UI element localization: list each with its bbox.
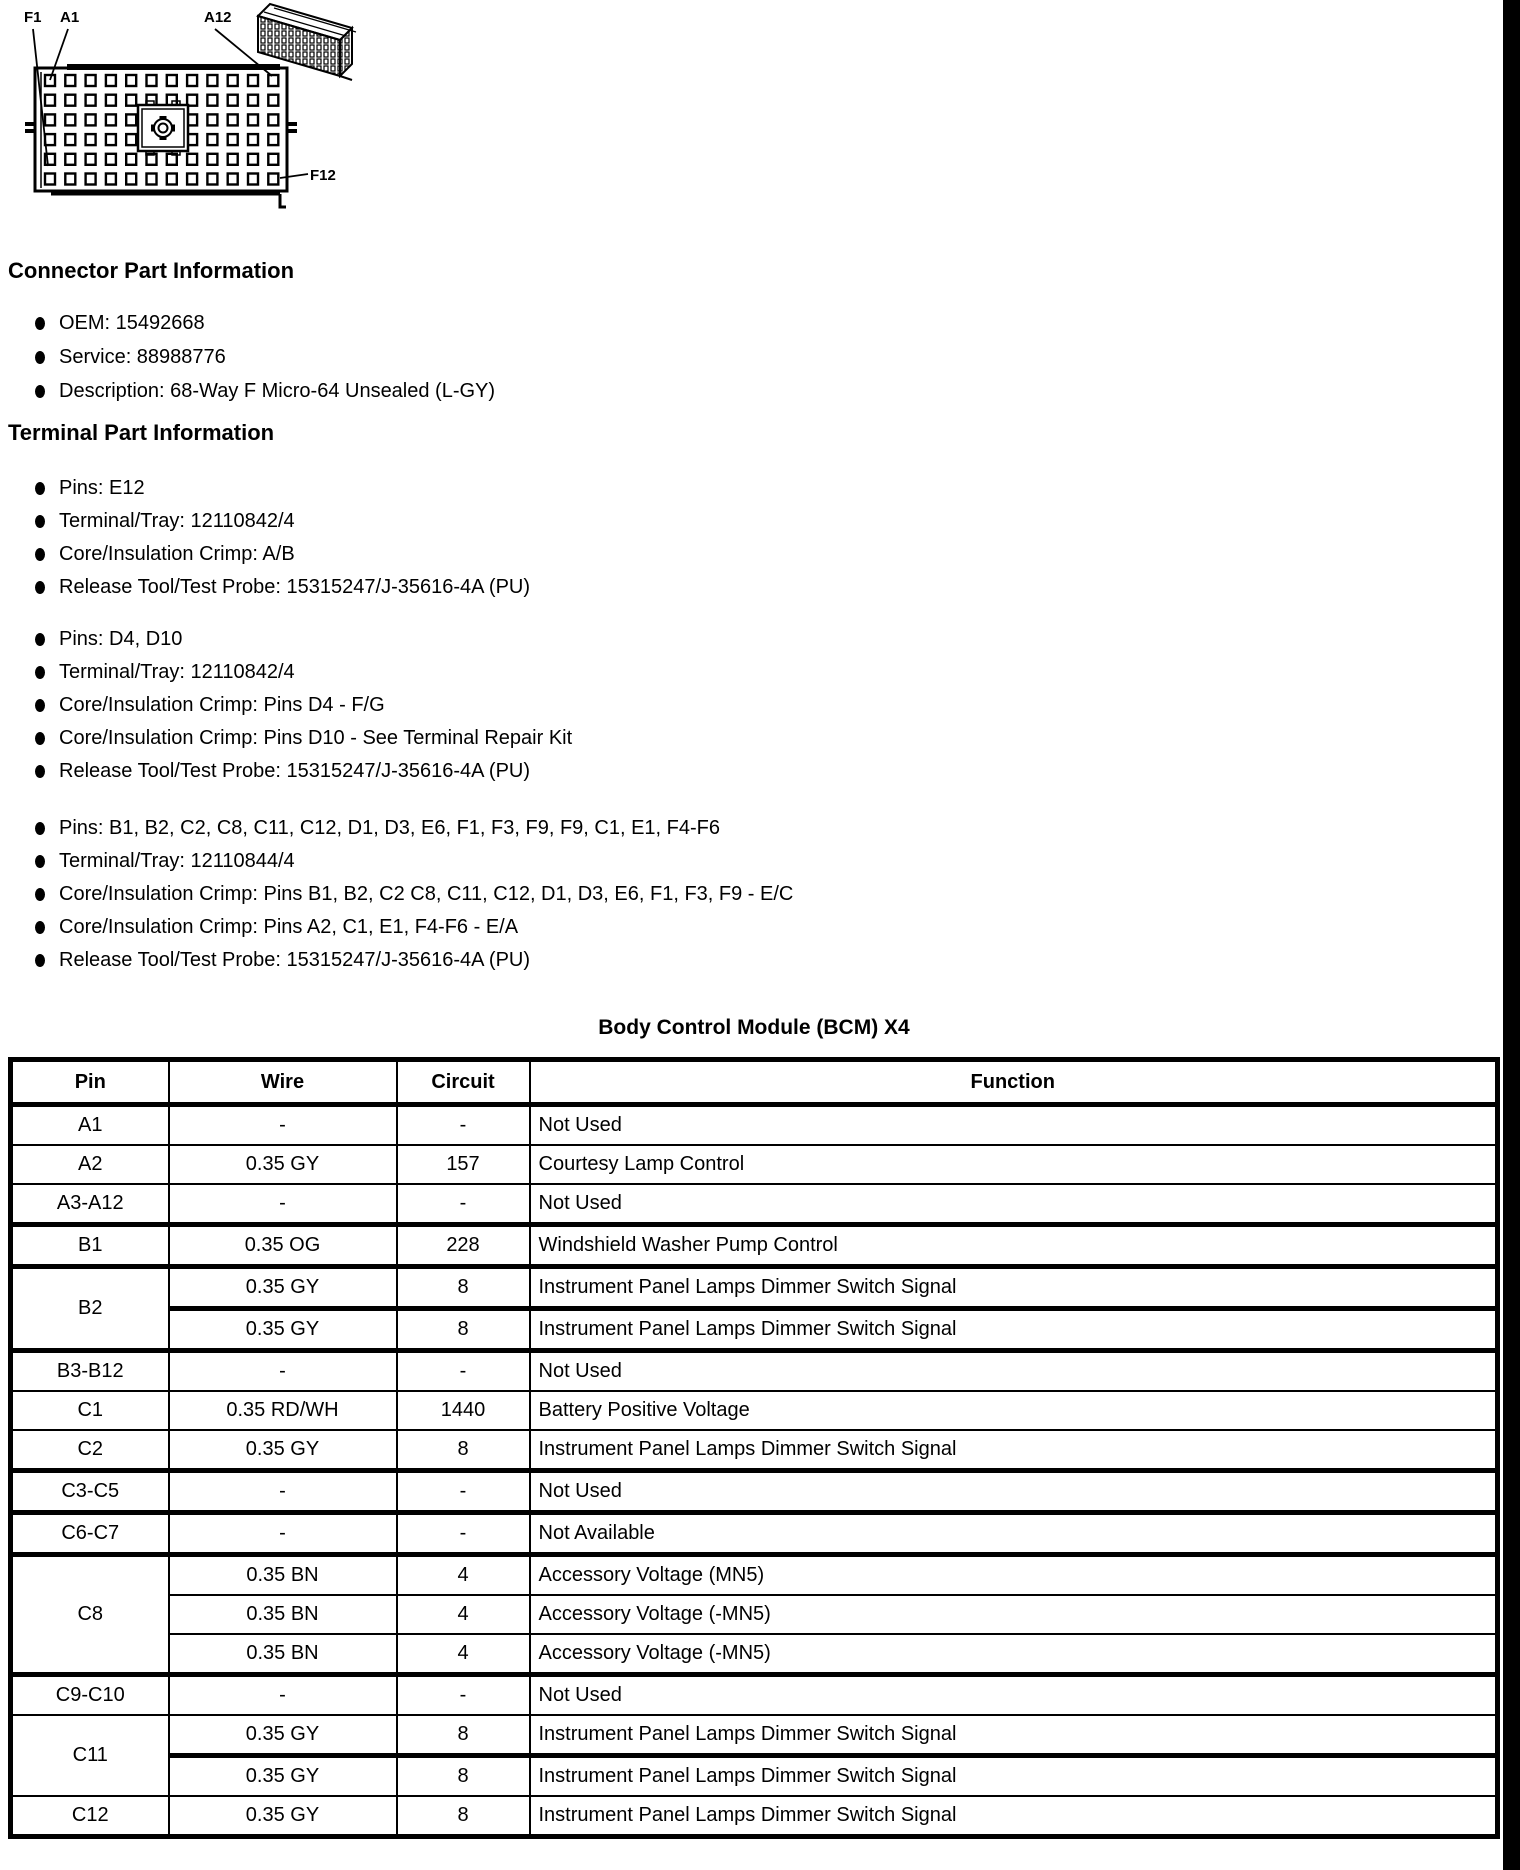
pin-hole bbox=[126, 174, 136, 185]
bullet-icon bbox=[35, 633, 45, 646]
terminal-part-info-heading: Terminal Part Information bbox=[8, 420, 275, 445]
pin-cell: C1 bbox=[11, 1391, 169, 1430]
function-cell: Not Used bbox=[530, 1351, 1498, 1392]
col-header-circuit: Circuit bbox=[397, 1060, 530, 1105]
pin-hole bbox=[187, 75, 197, 86]
col-header-pin: Pin bbox=[11, 1060, 169, 1105]
pin-hole bbox=[106, 114, 116, 125]
list-item-text: Release Tool/Test Probe: 15315247/J-35616-4A (PU) bbox=[59, 760, 531, 782]
table-title: Body Control Module (BCM) X4 bbox=[598, 1016, 910, 1039]
pin-hole bbox=[268, 154, 278, 165]
list-item-text: Core/Insulation Crimp: A/B bbox=[59, 543, 295, 565]
list-item bbox=[8, 472, 530, 505]
circuit-cell: 8 bbox=[397, 1756, 530, 1797]
circuit-cell: - bbox=[397, 1513, 530, 1555]
table-row bbox=[11, 1555, 1498, 1596]
list-item bbox=[8, 911, 793, 944]
pin-hole bbox=[187, 174, 197, 185]
list-item bbox=[8, 505, 530, 538]
pin-hole bbox=[207, 134, 217, 145]
col-header-wire: Wire bbox=[169, 1060, 397, 1105]
circuit-cell: 157 bbox=[397, 1145, 530, 1184]
function-cell: Instrument Panel Lamps Dimmer Switch Signal bbox=[530, 1756, 1498, 1797]
pin-hole bbox=[248, 134, 258, 145]
circuit-cell: - bbox=[397, 1184, 530, 1225]
list-item bbox=[8, 845, 793, 878]
list-item-text: Core/Insulation Crimp: Pins D4 - F/G bbox=[59, 694, 385, 716]
list-item bbox=[8, 374, 495, 408]
pin-cell: B3-B12 bbox=[11, 1351, 169, 1392]
pin-hole bbox=[248, 75, 258, 86]
connector-diagram bbox=[8, 2, 388, 214]
pin-hole bbox=[167, 75, 177, 86]
pin-hole bbox=[147, 75, 157, 86]
wire-cell: - bbox=[169, 1675, 397, 1716]
circuit-cell: - bbox=[397, 1351, 530, 1392]
wire-cell: 0.35 GY bbox=[169, 1309, 397, 1351]
pin-cell: B2 bbox=[11, 1267, 169, 1351]
wire-cell: 0.35 BN bbox=[169, 1595, 397, 1634]
bullet-icon bbox=[35, 954, 45, 967]
pin-hole bbox=[167, 174, 177, 185]
table-row bbox=[11, 1756, 1498, 1797]
table-row bbox=[11, 1309, 1498, 1351]
pin-cell: C9-C10 bbox=[11, 1675, 169, 1716]
list-item bbox=[8, 722, 572, 755]
pin-hole bbox=[207, 154, 217, 165]
pin-label-f1: F1 bbox=[24, 9, 42, 26]
center-key bbox=[138, 101, 188, 155]
pin-hole bbox=[126, 154, 136, 165]
table-row bbox=[11, 1391, 1498, 1430]
bullet-icon bbox=[35, 317, 45, 330]
scan-edge-artifact bbox=[1503, 0, 1520, 1870]
function-cell: Accessory Voltage (-MN5) bbox=[530, 1595, 1498, 1634]
pin-hole bbox=[147, 174, 157, 185]
pin-hole bbox=[126, 134, 136, 145]
table-row bbox=[11, 1796, 1498, 1837]
pin-hole bbox=[65, 174, 75, 185]
list-item-text: OEM: 15492668 bbox=[59, 311, 205, 334]
function-cell: Instrument Panel Lamps Dimmer Switch Signal bbox=[530, 1267, 1498, 1309]
pin-cell: C3-C5 bbox=[11, 1471, 169, 1513]
function-cell: Battery Positive Voltage bbox=[530, 1391, 1498, 1430]
pin-label-a12: A12 bbox=[204, 9, 232, 26]
pin-hole bbox=[106, 75, 116, 86]
wire-cell: - bbox=[169, 1105, 397, 1146]
pin-hole bbox=[268, 134, 278, 145]
pin-hole bbox=[268, 95, 278, 106]
wire-cell: - bbox=[169, 1513, 397, 1555]
pin-cell: B1 bbox=[11, 1225, 169, 1267]
terminal-info-group-2 bbox=[8, 623, 572, 788]
table-row bbox=[11, 1715, 1498, 1756]
bullet-icon bbox=[35, 548, 45, 561]
bullet-icon bbox=[35, 581, 45, 594]
pin-hole bbox=[207, 114, 217, 125]
function-cell: Not Used bbox=[530, 1184, 1498, 1225]
pin-hole bbox=[248, 95, 258, 106]
bullet-icon bbox=[35, 921, 45, 934]
bullet-icon bbox=[35, 385, 45, 398]
circuit-cell: 8 bbox=[397, 1309, 530, 1351]
pin-hole bbox=[248, 114, 258, 125]
connector-part-info-list bbox=[8, 306, 495, 408]
table-row bbox=[11, 1184, 1498, 1225]
pin-hole bbox=[65, 114, 75, 125]
pin-hole bbox=[187, 154, 197, 165]
wire-cell: 0.35 BN bbox=[169, 1555, 397, 1596]
connector-part-info-heading: Connector Part Information bbox=[8, 258, 295, 283]
pin-cell: A2 bbox=[11, 1145, 169, 1184]
function-cell: Instrument Panel Lamps Dimmer Switch Signal bbox=[530, 1309, 1498, 1351]
list-item bbox=[8, 306, 495, 340]
pin-hole bbox=[106, 174, 116, 185]
wire-cell: - bbox=[169, 1184, 397, 1225]
table-row bbox=[11, 1225, 1498, 1267]
terminal-info-group-1 bbox=[8, 472, 530, 604]
circuit-cell: 8 bbox=[397, 1430, 530, 1471]
list-item bbox=[8, 538, 530, 571]
function-cell: Accessory Voltage (-MN5) bbox=[530, 1634, 1498, 1675]
pin-hole bbox=[65, 75, 75, 86]
pin-cell: A1 bbox=[11, 1105, 169, 1146]
list-item-text: Terminal/Tray: 12110844/4 bbox=[59, 850, 295, 872]
function-cell: Instrument Panel Lamps Dimmer Switch Signal bbox=[530, 1715, 1498, 1756]
pin-hole bbox=[228, 134, 238, 145]
pin-hole bbox=[126, 75, 136, 86]
pin-hole bbox=[106, 95, 116, 106]
list-item-text: Pins: E12 bbox=[59, 477, 145, 499]
circuit-cell: 8 bbox=[397, 1715, 530, 1756]
circuit-cell: - bbox=[397, 1105, 530, 1146]
pin-hole bbox=[228, 174, 238, 185]
function-cell: Not Used bbox=[530, 1471, 1498, 1513]
pin-hole bbox=[45, 95, 55, 106]
list-item bbox=[8, 623, 572, 656]
pin-hole bbox=[268, 114, 278, 125]
function-cell: Accessory Voltage (MN5) bbox=[530, 1555, 1498, 1596]
function-cell: Not Used bbox=[530, 1105, 1498, 1146]
pin-hole bbox=[207, 174, 217, 185]
list-item-text: Terminal/Tray: 12110842/4 bbox=[59, 661, 295, 683]
list-item-text: Core/Insulation Crimp: Pins B1, B2, C2 C8, C11, C12, D1, D3, E6, F1, F3, F9 - E/C bbox=[59, 883, 794, 905]
wire-cell: - bbox=[169, 1351, 397, 1392]
connector-front-view bbox=[25, 29, 308, 207]
pin-hole bbox=[228, 95, 238, 106]
bullet-icon bbox=[35, 699, 45, 712]
pin-label-f12: F12 bbox=[310, 167, 336, 184]
pin-hole bbox=[228, 114, 238, 125]
pin-hole bbox=[86, 174, 96, 185]
pin-cell: A3-A12 bbox=[11, 1184, 169, 1225]
pin-cell: C2 bbox=[11, 1430, 169, 1471]
pin-cell: C8 bbox=[11, 1555, 169, 1675]
table-row bbox=[11, 1634, 1498, 1675]
circuit-cell: 4 bbox=[397, 1555, 530, 1596]
list-item-text: Service: 88988776 bbox=[59, 345, 226, 368]
pin-hole bbox=[126, 114, 136, 125]
list-item-text: Pins: D4, D10 bbox=[59, 628, 183, 650]
table-row bbox=[11, 1675, 1498, 1716]
leader-line-f12 bbox=[280, 174, 308, 178]
circuit-cell: - bbox=[397, 1675, 530, 1716]
list-item-text: Release Tool/Test Probe: 15315247/J-35616-4A (PU) bbox=[59, 576, 531, 598]
function-cell: Instrument Panel Lamps Dimmer Switch Signal bbox=[530, 1796, 1498, 1837]
pin-hole bbox=[106, 134, 116, 145]
bullet-icon bbox=[35, 732, 45, 745]
list-item bbox=[8, 812, 793, 845]
pin-label-a1: A1 bbox=[60, 9, 80, 26]
list-item bbox=[8, 944, 793, 977]
function-cell: Not Available bbox=[530, 1513, 1498, 1555]
list-item-text: Description: 68-Way F Micro-64 Unsealed (L-GY) bbox=[59, 379, 496, 402]
wire-cell: 0.35 GY bbox=[169, 1145, 397, 1184]
pin-hole bbox=[207, 75, 217, 86]
function-cell: Not Used bbox=[530, 1675, 1498, 1716]
pin-hole bbox=[45, 134, 55, 145]
circuit-cell: 1440 bbox=[397, 1391, 530, 1430]
pin-hole bbox=[65, 134, 75, 145]
wire-cell: 0.35 GY bbox=[169, 1715, 397, 1756]
bullet-icon bbox=[35, 666, 45, 679]
pin-hole bbox=[45, 75, 55, 86]
wire-cell: - bbox=[169, 1471, 397, 1513]
bullet-icon bbox=[35, 515, 45, 528]
pin-hole bbox=[45, 114, 55, 125]
wire-cell: 0.35 GY bbox=[169, 1430, 397, 1471]
pin-cell: C6-C7 bbox=[11, 1513, 169, 1555]
list-item bbox=[8, 689, 572, 722]
terminal-info-group-3 bbox=[8, 812, 793, 977]
wire-cell: 0.35 RD/WH bbox=[169, 1391, 397, 1430]
pin-hole bbox=[86, 95, 96, 106]
bullet-icon bbox=[35, 822, 45, 835]
bullet-icon bbox=[35, 888, 45, 901]
table-row bbox=[11, 1105, 1498, 1146]
pin-hole bbox=[126, 95, 136, 106]
bullet-icon bbox=[35, 351, 45, 364]
circuit-cell: 4 bbox=[397, 1634, 530, 1675]
pin-hole bbox=[228, 75, 238, 86]
function-cell: Courtesy Lamp Control bbox=[530, 1145, 1498, 1184]
pin-hole bbox=[86, 154, 96, 165]
circuit-cell: 4 bbox=[397, 1595, 530, 1634]
list-item bbox=[8, 340, 495, 374]
pin-hole bbox=[86, 75, 96, 86]
bullet-icon bbox=[35, 482, 45, 495]
wire-cell: 0.35 OG bbox=[169, 1225, 397, 1267]
table-row bbox=[11, 1267, 1498, 1309]
list-item bbox=[8, 571, 530, 604]
wire-cell: 0.35 GY bbox=[169, 1267, 397, 1309]
list-item bbox=[8, 656, 572, 689]
pin-hole bbox=[268, 174, 278, 185]
circuit-cell: 228 bbox=[397, 1225, 530, 1267]
list-item bbox=[8, 878, 793, 911]
table-row bbox=[11, 1351, 1498, 1392]
pin-hole bbox=[268, 75, 278, 86]
list-item-text: Release Tool/Test Probe: 15315247/J-35616-4A (PU) bbox=[59, 949, 531, 971]
bullet-icon bbox=[35, 855, 45, 868]
pin-hole bbox=[45, 174, 55, 185]
bullet-icon bbox=[35, 765, 45, 778]
wire-cell: 0.35 GY bbox=[169, 1796, 397, 1837]
table-row bbox=[11, 1513, 1498, 1555]
list-item-text: Pins: B1, B2, C2, C8, C11, C12, D1, D3, E6, F1, F3, F9, F9, C1, E1, F4-F6 bbox=[59, 817, 720, 839]
table-header-row bbox=[11, 1060, 1498, 1105]
pin-hole bbox=[228, 154, 238, 165]
pin-hole bbox=[86, 114, 96, 125]
list-item-text: Core/Insulation Crimp: Pins D10 - See Terminal Repair Kit bbox=[59, 727, 573, 749]
table-row bbox=[11, 1430, 1498, 1471]
pin-cell: C12 bbox=[11, 1796, 169, 1837]
table-row bbox=[11, 1595, 1498, 1634]
circuit-cell: 8 bbox=[397, 1267, 530, 1309]
pin-hole bbox=[248, 154, 258, 165]
col-header-function: Function bbox=[530, 1060, 1498, 1105]
circuit-cell: - bbox=[397, 1471, 530, 1513]
list-item-text: Core/Insulation Crimp: Pins A2, C1, E1, F4-F6 - E/A bbox=[59, 916, 519, 938]
function-cell: Instrument Panel Lamps Dimmer Switch Signal bbox=[530, 1430, 1498, 1471]
table-row bbox=[11, 1145, 1498, 1184]
bcm-x4-pin-table bbox=[8, 1057, 1500, 1839]
wire-cell: 0.35 BN bbox=[169, 1634, 397, 1675]
pin-cell: C11 bbox=[11, 1715, 169, 1796]
circuit-cell: 8 bbox=[397, 1796, 530, 1837]
function-cell: Windshield Washer Pump Control bbox=[530, 1225, 1498, 1267]
pin-hole bbox=[248, 174, 258, 185]
leader-line-a1 bbox=[50, 29, 68, 80]
table-row bbox=[11, 1471, 1498, 1513]
pin-hole bbox=[207, 95, 217, 106]
pin-hole bbox=[65, 154, 75, 165]
pin-hole bbox=[65, 95, 75, 106]
wire-cell: 0.35 GY bbox=[169, 1756, 397, 1797]
pin-hole bbox=[86, 134, 96, 145]
pin-hole bbox=[106, 154, 116, 165]
list-item bbox=[8, 755, 572, 788]
list-item-text: Terminal/Tray: 12110842/4 bbox=[59, 510, 295, 532]
